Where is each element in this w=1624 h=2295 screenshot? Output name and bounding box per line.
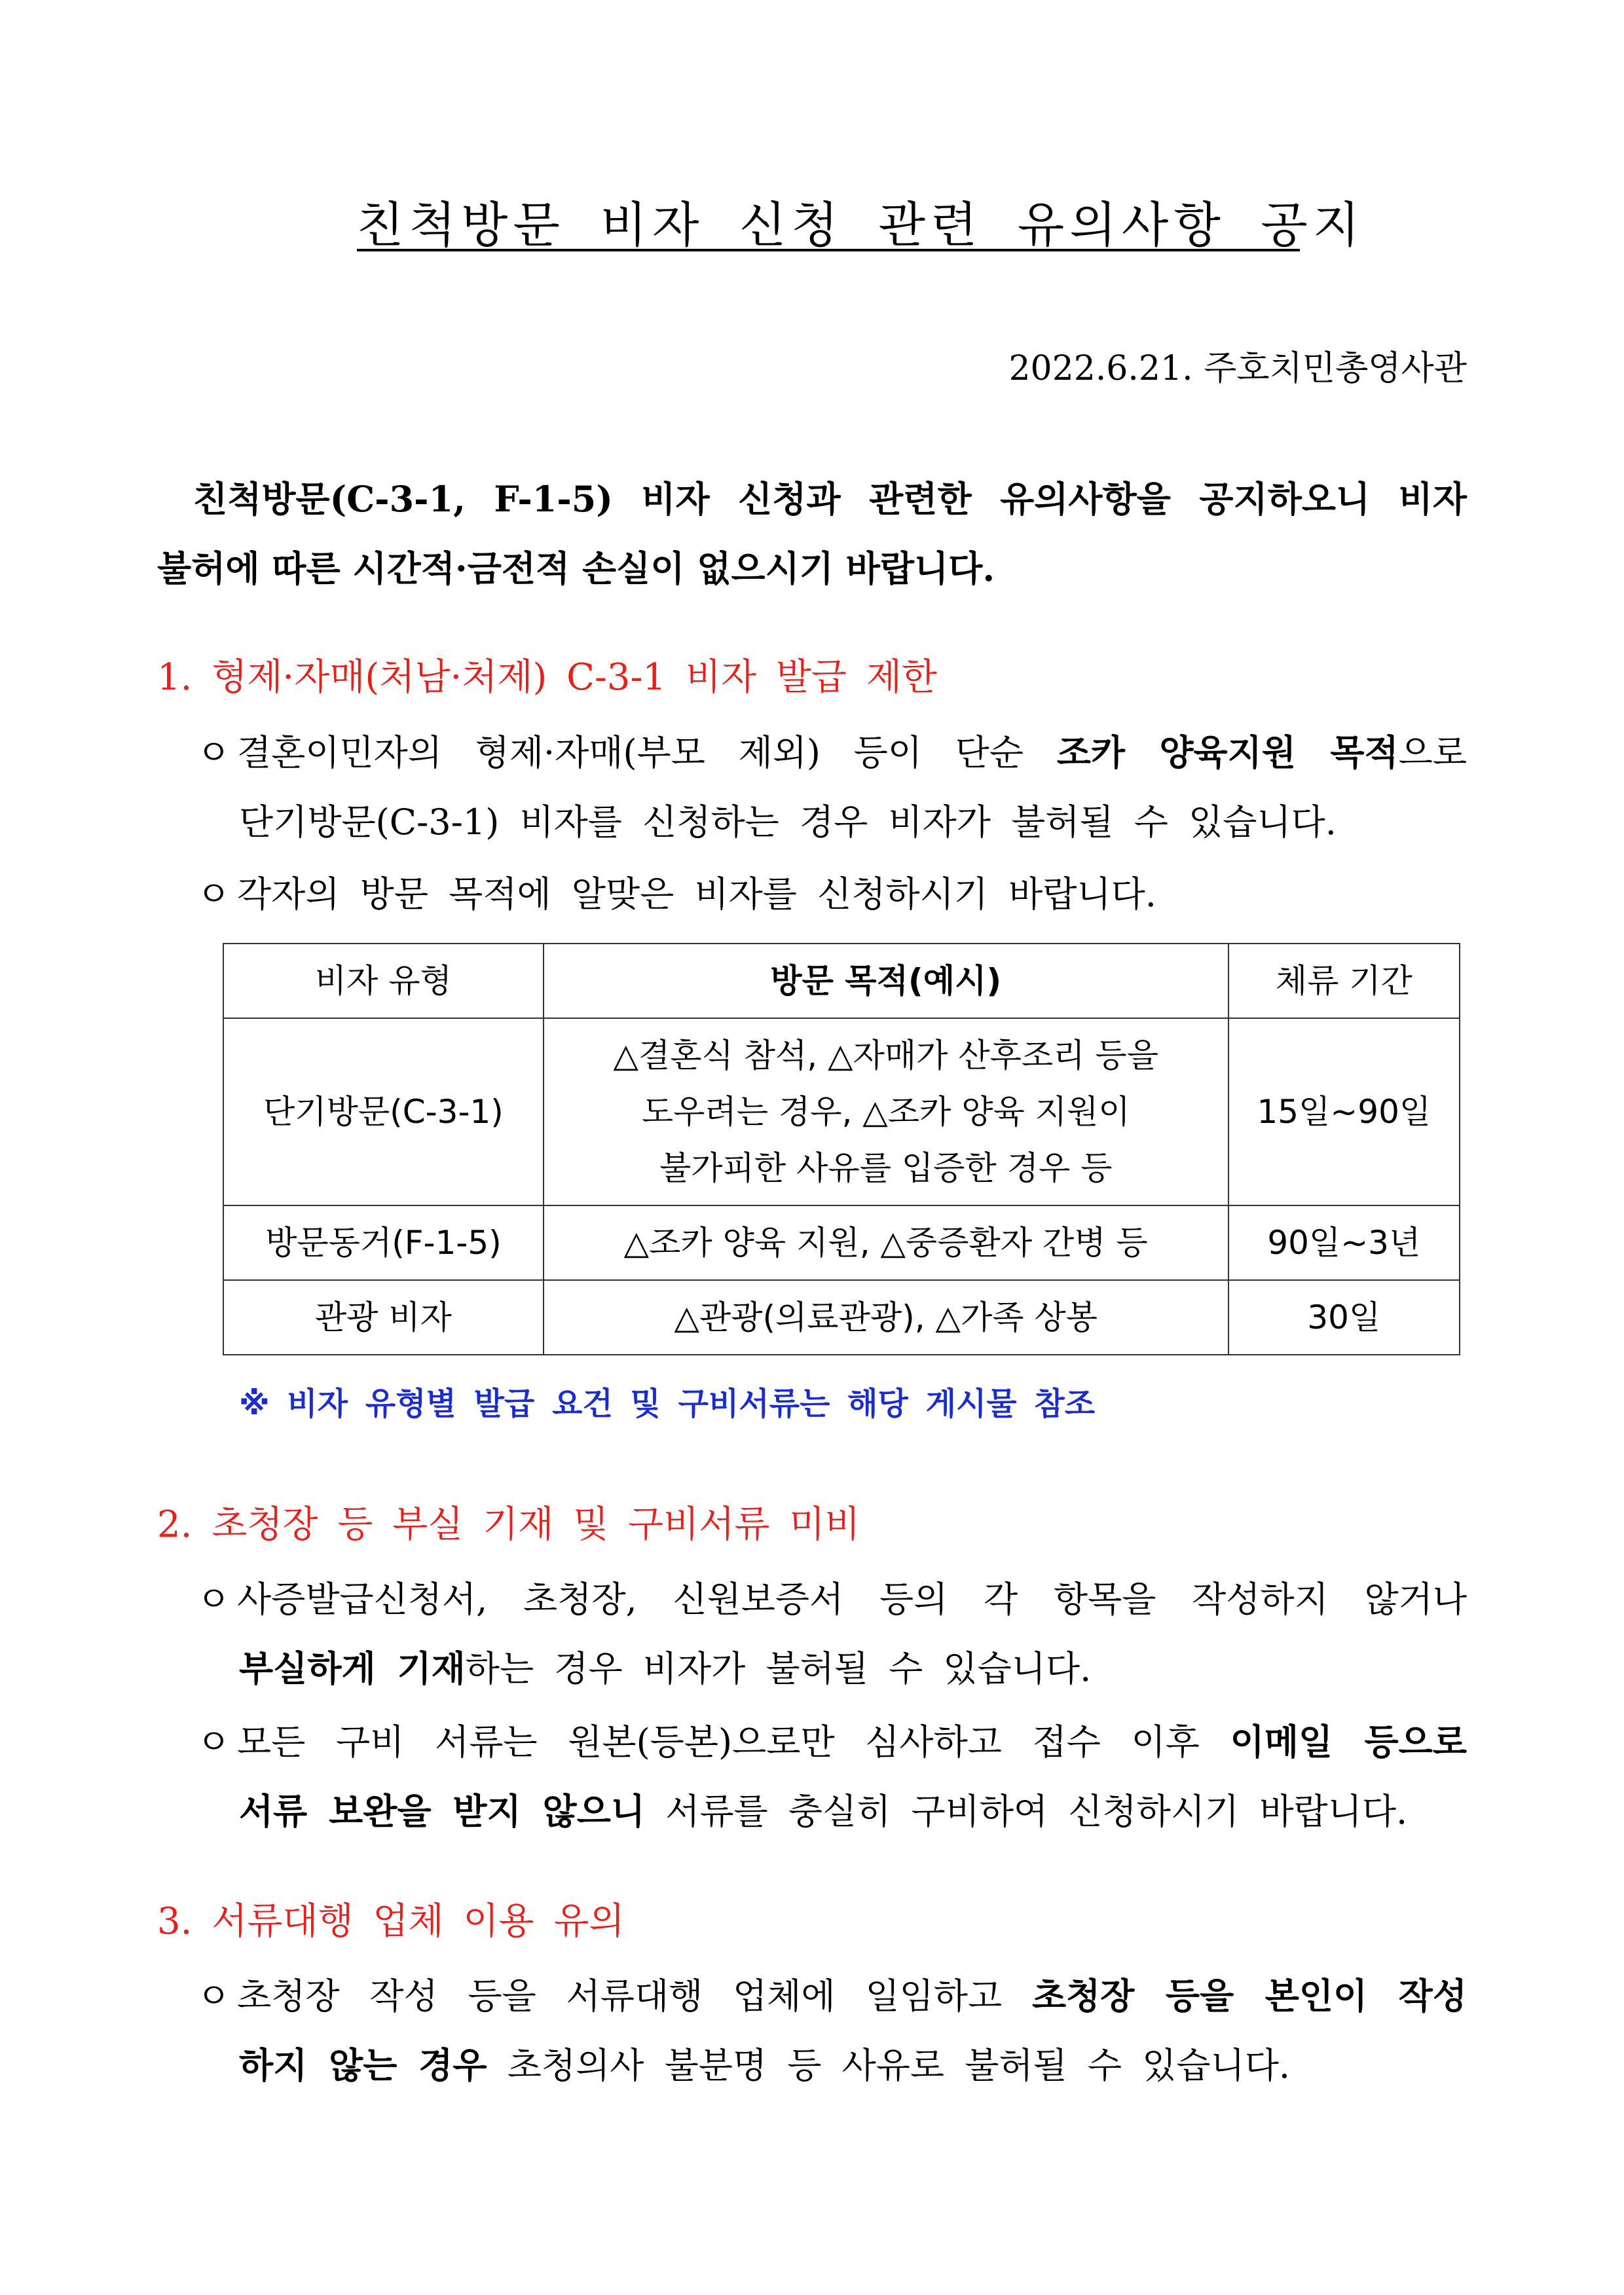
table-cell-visa-type: 관광 비자 [223,1280,544,1355]
section-1-bullet-1-bold: 조카 양육지원 목적 [1056,731,1399,773]
date-issuer-line: 2022.6.21. 주호치민총영사관 [1008,349,1467,388]
bullet-marker: ㅇ [196,1579,231,1620]
table-cell-period: 15일~90일 [1228,1018,1460,1205]
section-1-bullet-1-line-2: 단기방문(C-3-1) 비자를 신청하는 경우 비자가 불허될 수 있습니다. [239,801,1337,843]
visa-type-table [223,943,1460,1355]
section-2-heading: 2. 초청장 등 부실 기재 및 구비서류 미비 [157,1503,860,1546]
table-cell-visa-type: 방문동거(F-1-5) [223,1205,544,1280]
table-row [223,1280,1460,1355]
section-2-bullet-2-text: 모든 구비 서류는 원본(등본)으로만 심사하고 접수 이후 [237,1721,1230,1763]
section-2-bullet-2-bold-2: 서류 보완을 받지 않으니 [239,1790,646,1832]
title-underline [357,249,1300,251]
section-3-bullet-1-tail: 초청의사 불분명 등 사유로 불허될 수 있습니다. [487,2045,1291,2086]
section-2-bullet-2-bold-1: 이메일 등으로 [1230,1721,1467,1763]
table-reference-note: ※ 비자 유형별 발급 요건 및 구비서류는 해당 게시물 참조 [239,1386,1096,1422]
table-header-row [223,944,1460,1018]
bullet-marker: ㅇ [196,1721,231,1763]
bullet-marker: ㅇ [196,1975,231,2017]
table-cell-period: 30일 [1228,1280,1460,1355]
section-3-bullet-1-text: 초청장 작성 등을 서류대행 업체에 일임하고 [237,1975,1032,2017]
bullet-marker: ㅇ [196,732,231,773]
table-cell-purpose: △관광(의료관광), △가족 상봉 [544,1280,1228,1355]
table-header-purpose: 방문 목적(예시) [544,944,1228,1018]
intro-line-1: 친척방문(C-3-1, F-1-5) 비자 신청과 관련한 유의사항을 공지하오니 비자 [193,478,1467,520]
table-cell-purpose: △조카 양육 지원, △중증환자 간병 등 [544,1205,1228,1280]
section-1-bullet-2 [196,866,1156,917]
table-header-visa-type: 비자 유형 [223,944,544,1018]
section-3-heading: 3. 서류대행 업체 이용 유의 [157,1900,625,1943]
section-2-bullet-2-tail: 서류를 충실히 구비하여 신청하시기 바랍니다. [645,1791,1408,1832]
section-2-bullet-1-bold: 부실하게 기재 [239,1647,466,1689]
section-2-bullet-1-line-2 [239,1641,1091,1691]
section-3-bullet-1-bold-2: 하지 않는 경우 [239,2044,487,2086]
section-2-bullet-1 [196,1571,1467,1622]
section-2-bullet-2 [196,1714,1467,1765]
section-1-heading: 1. 형제·자매(처남·처제) C-3-1 비자 발급 제한 [157,656,938,699]
section-1-bullet-2-text: 각자의 방문 목적에 알맞은 비자를 신청하시기 바랍니다. [237,873,1156,915]
section-2-bullet-1-text: 사증발급신청서, 초청장, 신원보증서 등의 각 항목을 작성하지 않거나 [237,1579,1467,1620]
table-row [223,1018,1460,1205]
intro-line-2: 불허에 따른 시간적·금전적 손실이 없으시기 바랍니다. [157,547,995,589]
purpose-line: 도우려는 경우, △조카 양육 지원이 [641,1093,1130,1131]
purpose-line: △결혼식 참석, △자매가 산후조리 등을 [613,1037,1159,1074]
section-2-bullet-1-tail: 하는 경우 비자가 불허될 수 있습니다. [465,1648,1092,1689]
section-1-bullet-1-text: 결혼이민자의 형제·자매(부모 제외) 등이 단순 [237,732,1057,773]
section-3-bullet-1-line-2 [239,2038,1290,2088]
purpose-line: 불가피한 사유를 입증한 경우 등 [659,1149,1113,1187]
table-cell-purpose [544,1018,1228,1205]
section-2-bullet-2-line-2 [239,1784,1407,1834]
table-row [223,1205,1460,1280]
section-1-bullet-1 [196,725,1467,775]
table-cell-visa-type: 단기방문(C-3-1) [223,1018,544,1205]
table-header-period: 체류 기간 [1228,944,1460,1018]
section-1-bullet-1-tail: 으로 [1398,732,1467,773]
table-cell-period: 90일~3년 [1228,1205,1460,1280]
section-3-bullet-1-bold-1: 초청장 등을 본인이 작성 [1031,1975,1467,2017]
section-3-bullet-1 [196,1968,1467,2019]
page-title: 친척방문 비자 신청 관련 유의사항 공지 [357,197,1365,253]
bullet-marker: ㅇ [196,873,231,915]
